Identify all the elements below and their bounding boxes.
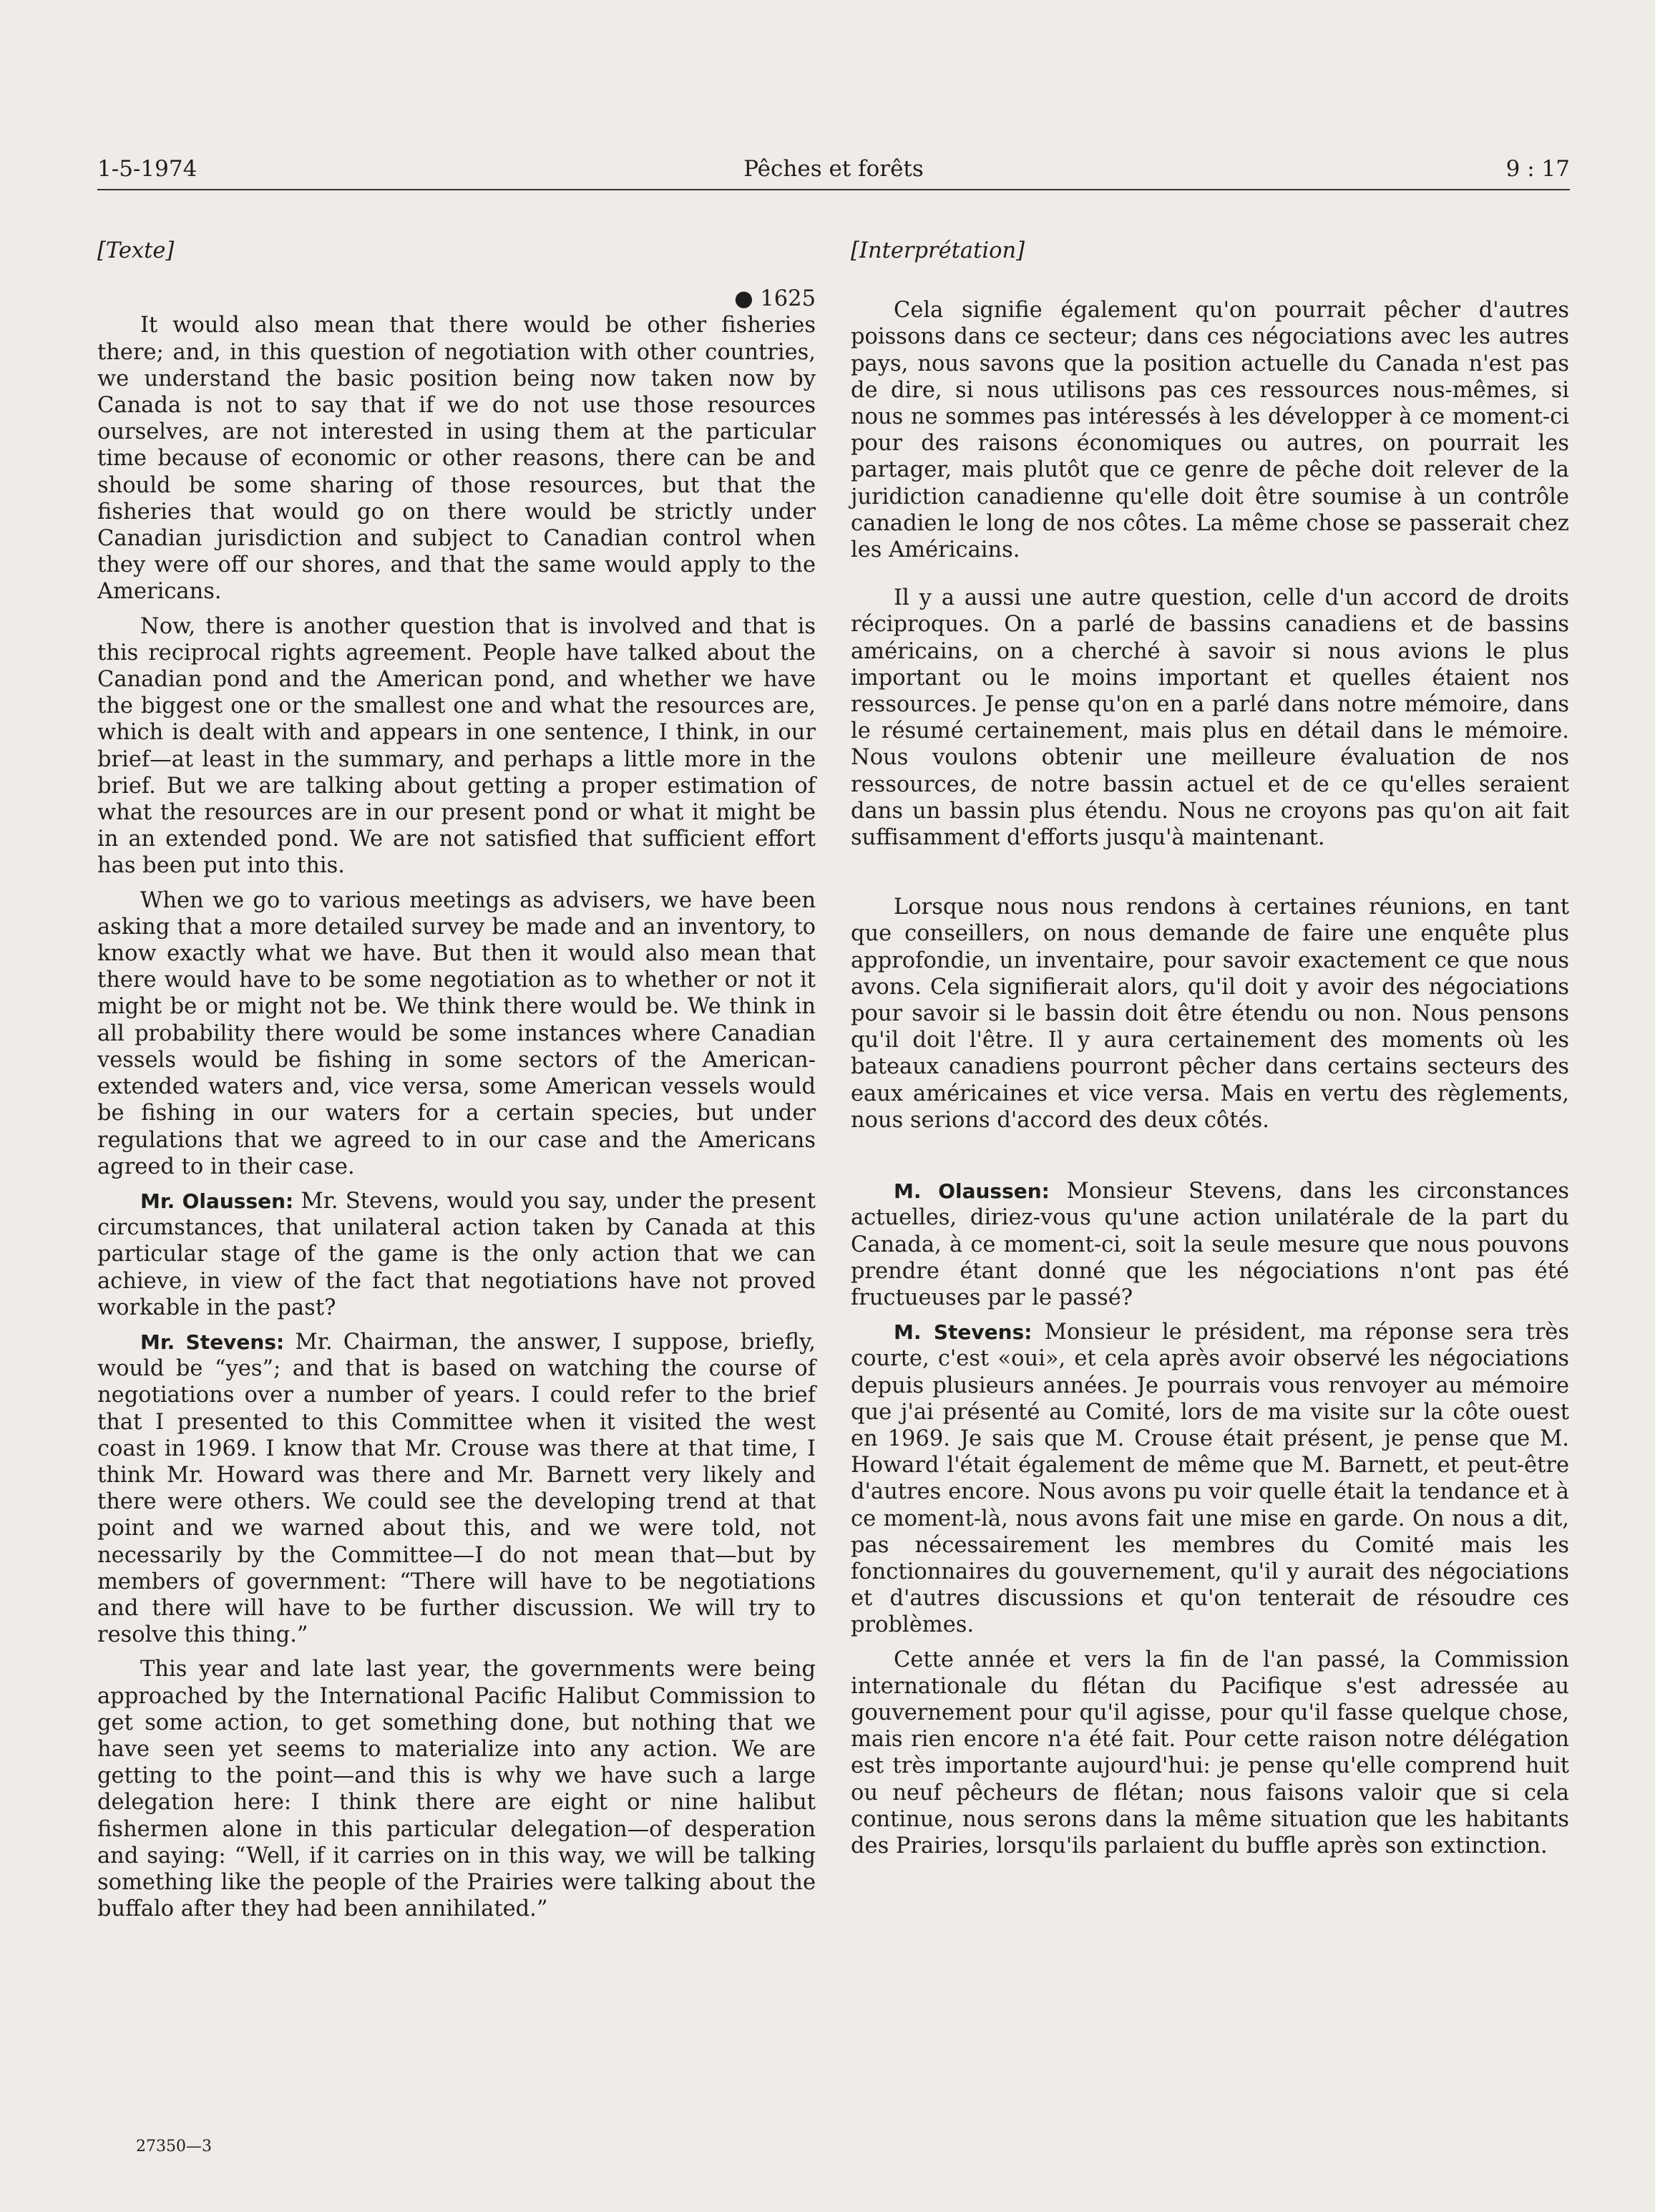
- paragraph: Cela signifie également qu'on pourrait pêcher d'autres poissons dans ce secteur; dans ces négociations avec les autres pays, nous savons que la position actuelle du Canada n'est pas de dire, si nous utilisons pas ces ressources nous-mêmes, si nous ne sommes pas intéressés à les développer à ce moment-ci pour des raisons économiques ou autres, on pourrait les partager, mais plutôt que ce genre de pêche doit relever de la juridiction canadienne qu'elle doit être soumise à un contrôle canadien le long de nos côtes. La même chose se passerait chez les Américains.: [851, 298, 1569, 563]
- speaker-paragraph: [97, 1188, 816, 1321]
- time-marker: ● 1625: [734, 286, 816, 312]
- paragraph: Il y a aussi une autre question, celle d'un accord de droits réciproques. On a parlé de bassins canadiens et de bassins américains, on a cherché à savoir si nous avions le plus important ou le moins important et quelles étaient nos ressources. Je pense qu'on en a parlé dans notre mémoire, dans le résumé certainement, mais plus en détail dans le mémoire. Nous voulons obtenir une meilleure évaluation de nos ressources, de notre bassin actuel et de ce qu'elles seraient dans un bassin plus étendu. Nous ne croyons pas qu'on ait fait suffisamment d'efforts jusqu'à maintenant.: [851, 585, 1569, 851]
- speaker-text: Monsieur Stevens, dans les circonstances actuelles, diriez-vous qu'une action unilatérale de la part du Canada, à ce moment-ci, soit la seule mesure que nous pouvons prendre étant donné que les négociations n'ont pas été fructueuses par le passé?: [851, 1179, 1569, 1310]
- speaker-name: M. Olaussen:: [894, 1179, 1050, 1204]
- header-page-number: 9 : 17: [1505, 156, 1570, 182]
- page-header: [97, 153, 1570, 190]
- speaker-text: Mr. Stevens, would you say, under the present circumstances, that unilateral action taken by Canada at this particular stage of the game is the only action that we can achieve, in view of the fact that negotiations have not proved workable in the past?: [97, 1188, 816, 1320]
- speaker-name: Mr. Olaussen:: [140, 1189, 294, 1213]
- header-title: Pêches et forêts: [743, 156, 924, 182]
- speaker-text: Mr. Chairman, the answer, I suppose, briefly, would be “yes”; and that is based on watching the course of negotiations over a number of years. I could refer to the brief that I presented to this Committee when it visited the west coast in 1969. I know that Mr. Crouse was there at that time, I think Mr. Howard was there and Mr. Barnett very likely and there were others. We could see the developing trend at that point and we warned about this, and we were told, not necessarily by the Committee—I do not mean that—but by members of government: “There will have to be negotiations and there will have to be further discussion. We will try to resolve this thing.”: [97, 1329, 816, 1648]
- paragraph: Lorsque nous nous rendons à certaines réunions, en tant que conseillers, on nous demande de faire une enquête plus approfondie, un inventaire, pour savoir exactement ce que nous avons. Cela signifierait alors, qu'il doit y avoir des négociations pour savoir si le bassin doit être étendu ou non. Nous pensons qu'il doit l'être. Il y aura certainement des moments où les bateaux canadiens pourront pêcher dans certains secteurs des eaux américaines et vice versa. Mais en vertu des règlements, nous serions d'accord des deux côtés.: [851, 895, 1569, 1133]
- paragraph: When we go to various meetings as advisers, we have been asking that a more detailed survey be made and an inventory, to know exactly what we have. But then it would also mean that there would have to be some negotiation as to whether or not it might be or might not be. We think there would be. We think in all probability there would be some instances where Canadian vessels would be fishing in some sectors of the American-extended waters and, vice versa, some American vessels would be fishing in our waters for a certain species, but under regulations that we agreed to in our case and the Americans agreed to in their case.: [97, 887, 816, 1179]
- english-column: [97, 238, 816, 1930]
- french-column: [851, 238, 1569, 1867]
- speaker-name: Mr. Stevens:: [140, 1330, 285, 1354]
- header-date: 1-5-1974: [97, 156, 197, 182]
- footer-code: 27350—3: [136, 2138, 212, 2155]
- paragraph: Cette année et vers la fin de l'an passé, la Commission internationale du flétan du Pacifique s'est adressée au gouvernement pour qu'il agisse, pour qu'il fasse quelque chose, mais rien encore n'a été fait. Pour cette raison notre délégation est très importante aujourd'hui: je pense qu'elle comprend huit ou neuf pêcheurs de flétan; nous faisons valoir que si cela continue, nous serons dans la même situation que les habitants des Prairies, lorsqu'ils parlaient du buffle après son extinction.: [851, 1647, 1569, 1858]
- speaker-name: M. Stevens:: [894, 1320, 1032, 1345]
- language-label: [Interprétation]: [851, 238, 1025, 263]
- paragraph: It would also mean that there would be other fisheries there; and, in this question of negotiation with other countries, we understand the basic position being now taken now by Canada is not to say that if we do not use those resources ourselves, are not interested in using them at the particular time because of economic or other reasons, there can be and should be some sharing of those resources, but that the fisheries that would go on there would be strictly under Canadian jurisdiction and subject to Canadian control when they were off our shores, and that the same would apply to the Americans.: [97, 313, 816, 605]
- speaker-text: Monsieur le président, ma réponse sera très courte, c'est «oui», et cela après avoir observé les négociations depuis plusieurs années. Je pourrais vous renvoyer au mémoire que j'ai présenté au Comité, lors de ma visite sur la côte ouest en 1969. Je sais que M. Crouse était présent, je pense que M. Howard l'était également de même que M. Barnett, et peut-être d'autres encore. Nous avons pu voir quelle était la tendance et à ce moment-là, nous avons fait une mise en garde. On nous a dit, pas nécessairement les membres du Comité mais les fonctionnaires du gouvernement, qu'il y aurait des négociations et d'autres discussions et qu'on tenterait de résoudre ces problèmes.: [851, 1320, 1569, 1638]
- language-label: [Texte]: [97, 238, 175, 263]
- paragraph: This year and late last year, the governments were being approached by the International Pacific Halibut Commission to get some action, to get something done, but nothing that we have seen yet seems to materialize into any action. We are getting to the point—and this is why we have such a large delegation here: I think there are eight or nine halibut fishermen alone in this particular delegation—of desperation and saying: “Well, if it carries on in this way, we will be talking something like the people of the Prairies were talking about the buffalo after they had been annihilated.”: [97, 1657, 816, 1922]
- speaker-paragraph: [851, 1319, 1569, 1638]
- speaker-paragraph: [851, 1178, 1569, 1311]
- speaker-paragraph: [97, 1329, 816, 1648]
- paragraph: Now, there is another question that is involved and that is this reciprocal rights agreement. People have talked about the Canadian pond and the American pond, and whether we have the biggest one or the smallest one and what the resources are, which is dealt with and appears in one sentence, I think, in our brief—at least in the summary, and perhaps a little more in the brief. But we are talking about getting a proper estimation of what the resources are in our present pond or what it might be in an extended pond. We are not satisfied that sufficient effort has been put into this.: [97, 613, 816, 879]
